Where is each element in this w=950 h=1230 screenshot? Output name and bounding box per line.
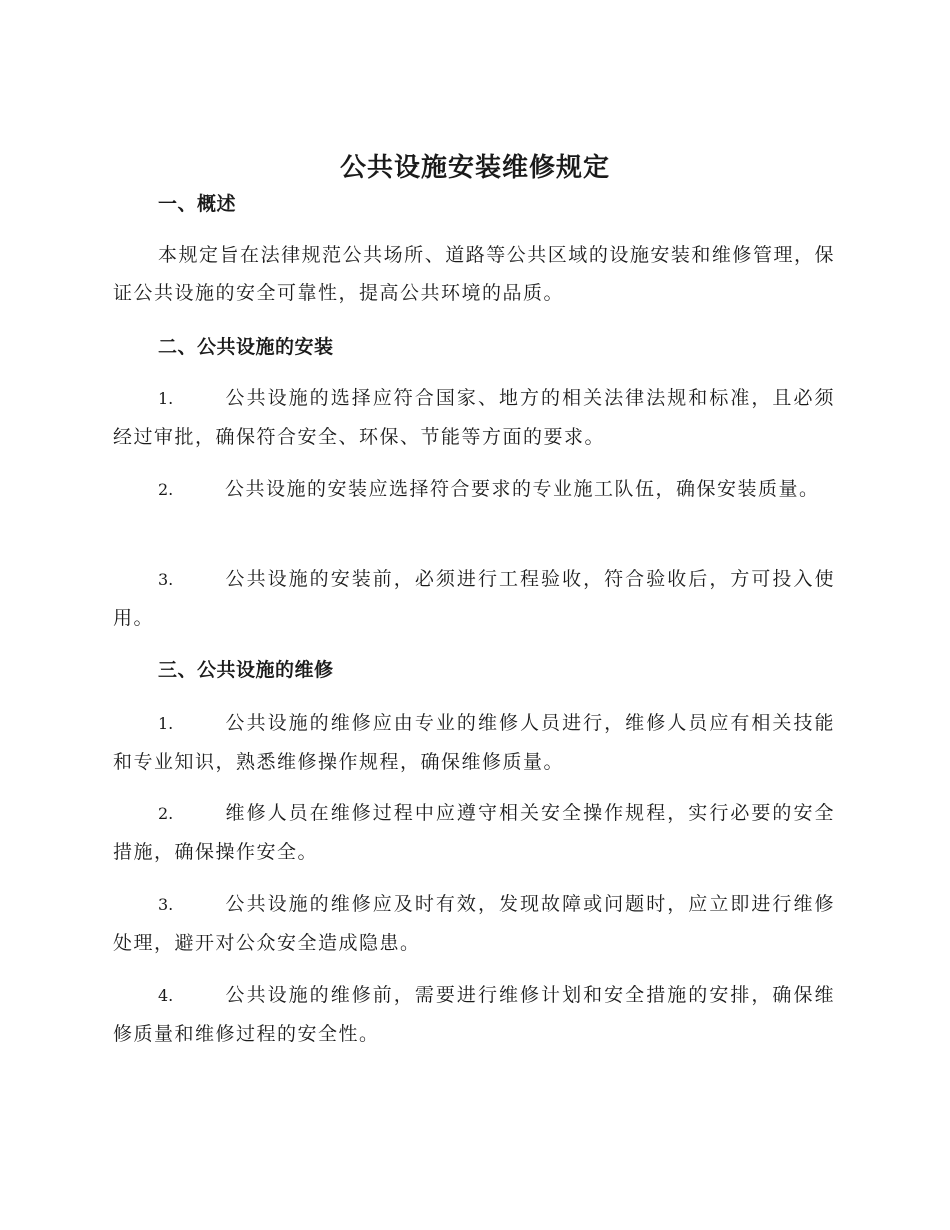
item-number: 2. bbox=[158, 804, 174, 823]
item-text: 维修人员在维修过程中应遵守相关安全操作规程，实行必要的安全措施，确保操作安全。 bbox=[113, 802, 835, 863]
item-number: 3. bbox=[158, 570, 174, 589]
overview-paragraph: 本规定旨在法律规范公共场所、道路等公共区域的设施安装和维修管理，保证公共设施的安全可靠性，提高公共环境的品质。 bbox=[113, 244, 835, 304]
maintenance-item bbox=[113, 976, 835, 1053]
installation-item bbox=[113, 470, 835, 509]
section-heading-installation: 二、公共设施的安装 bbox=[158, 336, 334, 358]
maintenance-item bbox=[113, 885, 835, 962]
item-number: 4. bbox=[158, 986, 174, 1005]
item-text: 公共设施的选择应符合国家、地方的相关法律法规和标准，且必须经过审批，确保符合安全、环保、节能等方面的要求。 bbox=[113, 387, 835, 448]
section-heading-overview: 一、概述 bbox=[158, 193, 237, 215]
item-text: 公共设施的维修应由专业的维修人员进行，维修人员应有相关技能和专业知识，熟悉维修操作规程，确保维修质量。 bbox=[113, 712, 835, 773]
item-number: 1. bbox=[158, 714, 174, 733]
item-number: 1. bbox=[158, 389, 174, 408]
item-text: 公共设施的维修应及时有效，发现故障或问题时，应立即进行维修处理，避开对公众安全造成隐患。 bbox=[113, 893, 835, 954]
item-text: 公共设施的维修前，需要进行维修计划和安全措施的安排，确保维修质量和维修过程的安全性。 bbox=[113, 984, 835, 1045]
item-number: 2. bbox=[158, 480, 174, 499]
item-text: 公共设施的安装应选择符合要求的专业施工队伍，确保安装质量。 bbox=[225, 478, 820, 500]
document-title: 公共设施安装维修规定 bbox=[339, 153, 610, 183]
item-text: 公共设施的安装前，必须进行工程验收，符合验收后，方可投入使用。 bbox=[113, 568, 835, 629]
section-heading-maintenance: 三、公共设施的维修 bbox=[158, 659, 334, 681]
maintenance-item bbox=[113, 794, 835, 871]
installation-item bbox=[113, 379, 835, 456]
installation-item bbox=[113, 560, 835, 637]
maintenance-item bbox=[113, 704, 835, 781]
item-number: 3. bbox=[158, 895, 174, 914]
